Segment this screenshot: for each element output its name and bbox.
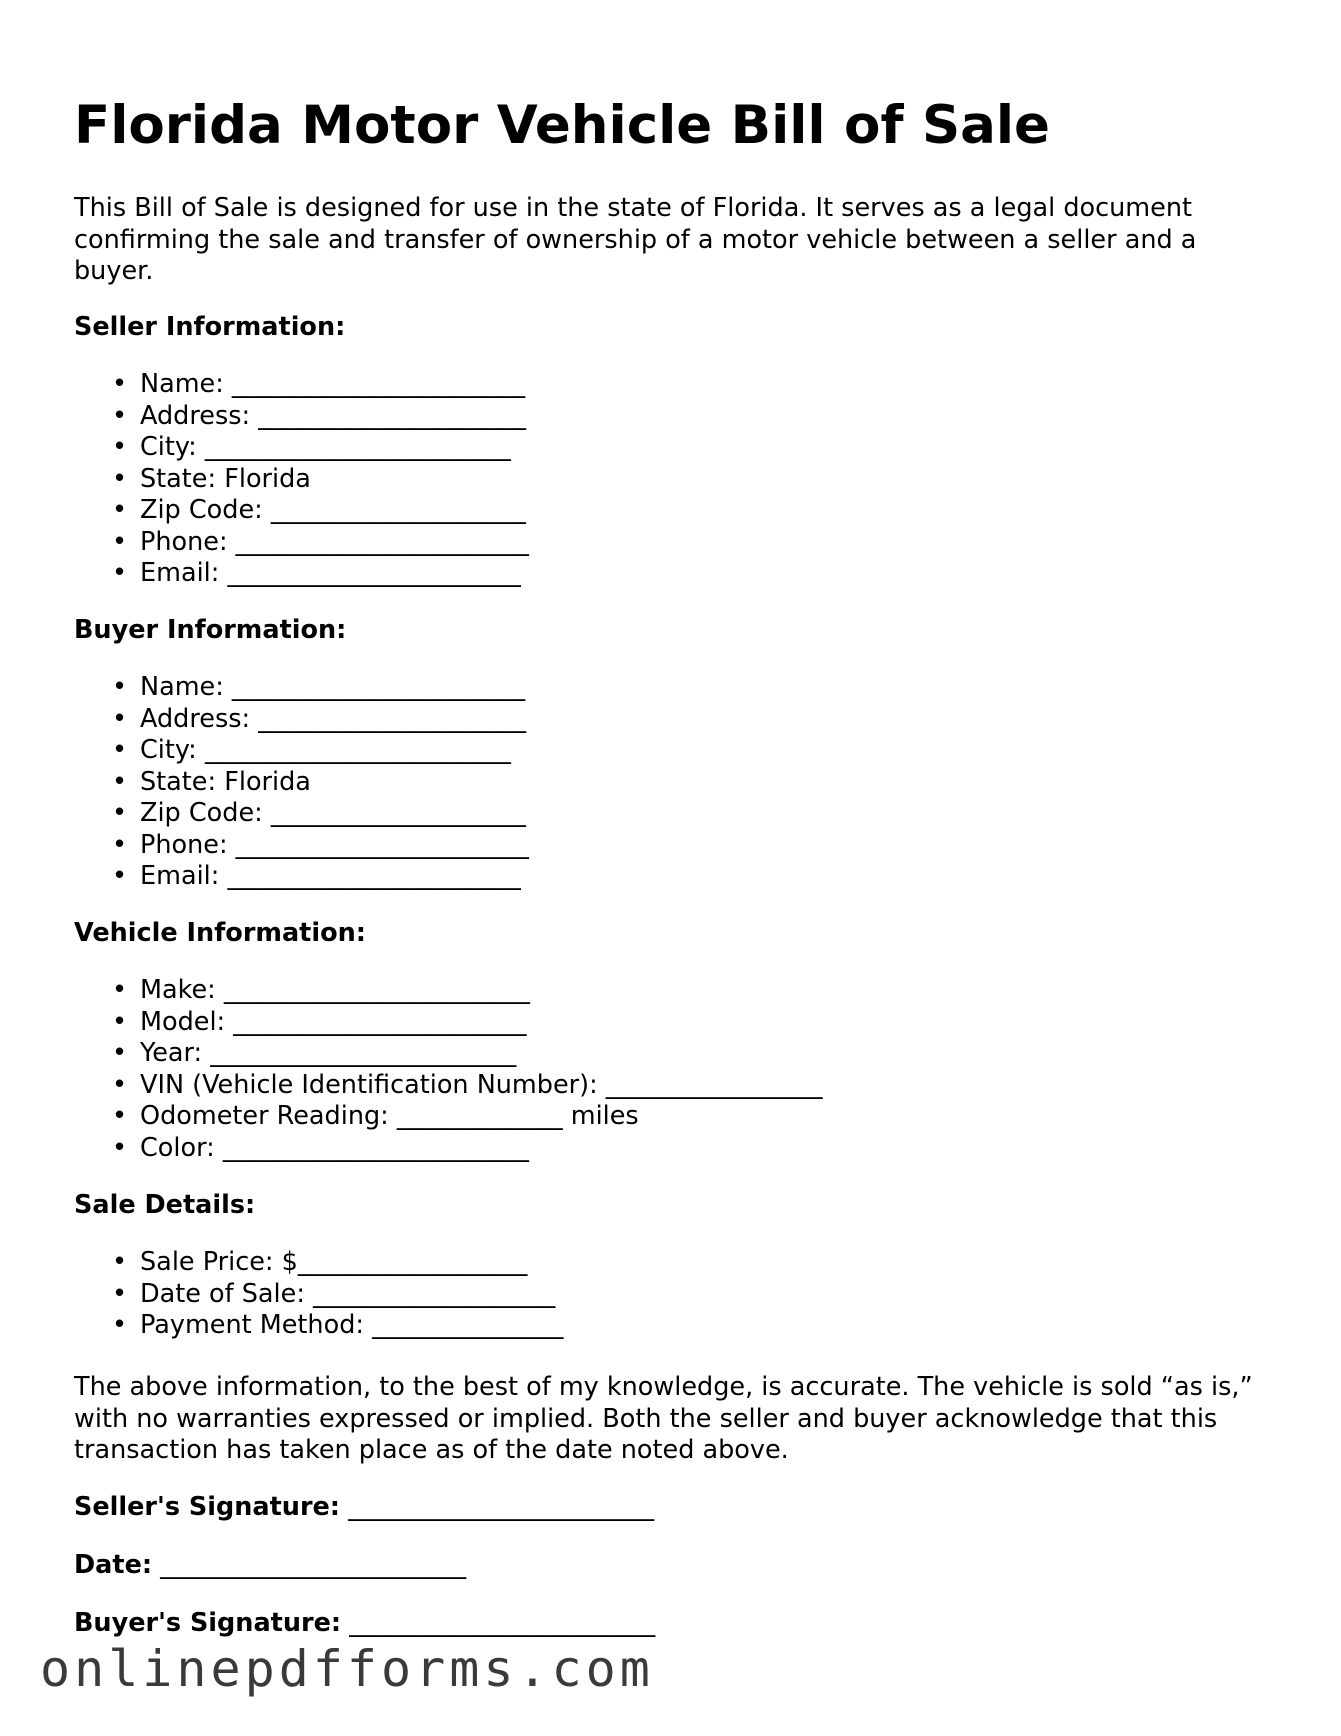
bullet-icon: •: [112, 526, 128, 557]
closing-paragraph: The above information, to the best of my knowledge, is accurate. The vehicle is sold “as is,” with no warranties expressed or implied. Both the seller and buyer acknowledge that this transaction has taken place as of the date noted above.: [74, 1372, 1253, 1465]
bullet-icon: •: [112, 672, 128, 702]
buyer-section-heading: Buyer Information:: [74, 615, 347, 645]
buyer-address-field: • Address: _____________________: [112, 703, 526, 734]
date-signature-line: [74, 1550, 466, 1582]
buyer-zip-field: • Zip Code: ____________________: [112, 798, 526, 828]
buyer-fields-list: [74, 672, 529, 893]
bullet-icon: •: [112, 463, 128, 494]
seller-phone-field: • Phone: _______________________: [112, 526, 529, 557]
bullet-icon: •: [112, 703, 128, 734]
bullet-icon: •: [112, 1278, 128, 1309]
vehicle-make-field: • Make: ________________________: [112, 975, 530, 1005]
bullet-icon: •: [112, 1101, 128, 1131]
bullet-icon: •: [112, 495, 128, 525]
bullet-icon: •: [112, 829, 128, 860]
sale-date-field: • Date of Sale: ___________________: [112, 1278, 556, 1309]
bullet-icon: •: [112, 1132, 128, 1163]
vehicle-fields-list: [74, 975, 823, 1164]
seller-signature-line: [74, 1492, 654, 1524]
bullet-icon: •: [112, 1038, 128, 1068]
vehicle-odometer-field: • Odometer Reading: _____________ miles: [112, 1101, 639, 1131]
bullet-icon: •: [112, 369, 128, 399]
buyer-state-field: • State: Florida: [112, 766, 311, 797]
sale-price-field: • Sale Price: $__________________: [112, 1247, 528, 1277]
bullet-icon: •: [112, 1069, 128, 1100]
date-blank: ________________________: [160, 1550, 467, 1580]
seller-signature-label: Seller's Signature:: [74, 1492, 341, 1522]
intro-paragraph: This Bill of Sale is designed for use in the state of Florida. It serves as a legal document confirming the sale and transfer of ownership of a motor vehicle between a seller and a buyer.: [74, 193, 1197, 286]
bullet-icon: •: [112, 1310, 128, 1340]
vehicle-vin-field: • VIN (Vehicle Identification Number): _________________: [112, 1069, 823, 1100]
bullet-icon: •: [112, 766, 128, 797]
bullet-icon: •: [112, 975, 128, 1005]
document-title: Florida Motor Vehicle Bill of Sale: [74, 95, 1050, 156]
bullet-icon: •: [112, 861, 128, 891]
buyer-name-field: • Name: _______________________: [112, 672, 526, 702]
bullet-icon: •: [112, 400, 128, 431]
bullet-icon: •: [112, 798, 128, 828]
bullet-icon: •: [112, 558, 128, 588]
vehicle-model-field: • Model: _______________________: [112, 1006, 527, 1037]
buyer-city-field: • City: ________________________: [112, 735, 511, 765]
seller-fields-list: [74, 369, 529, 590]
bullet-icon: •: [112, 1006, 128, 1037]
bullet-icon: •: [112, 1247, 128, 1277]
seller-zip-field: • Zip Code: ____________________: [112, 495, 526, 525]
seller-city-field: • City: ________________________: [112, 432, 511, 462]
buyer-signature-line: [74, 1608, 655, 1640]
seller-name-field: • Name: _______________________: [112, 369, 526, 399]
date-label: Date:: [74, 1550, 153, 1580]
bullet-icon: •: [112, 735, 128, 765]
buyer-signature-blank: ________________________: [349, 1608, 656, 1638]
buyer-email-field: • Email: _______________________: [112, 861, 521, 891]
vehicle-year-field: • Year: ________________________: [112, 1038, 517, 1068]
vehicle-color-field: • Color: ________________________: [112, 1132, 529, 1163]
sale-fields-list: [74, 1247, 563, 1342]
payment-method-field: • Payment Method: _______________: [112, 1310, 564, 1340]
vehicle-section-heading: Vehicle Information:: [74, 918, 366, 948]
bullet-icon: •: [112, 432, 128, 462]
site-watermark: onlinepdfforms.com: [40, 1640, 654, 1698]
buyer-phone-field: • Phone: _______________________: [112, 829, 529, 860]
seller-email-field: • Email: _______________________: [112, 558, 521, 588]
seller-address-field: • Address: _____________________: [112, 400, 526, 431]
seller-section-heading: Seller Information:: [74, 312, 346, 342]
seller-state-field: • State: Florida: [112, 463, 311, 494]
buyer-signature-label: Buyer's Signature:: [74, 1608, 342, 1638]
seller-signature-blank: ________________________: [348, 1492, 655, 1522]
sale-section-heading: Sale Details:: [74, 1190, 256, 1220]
